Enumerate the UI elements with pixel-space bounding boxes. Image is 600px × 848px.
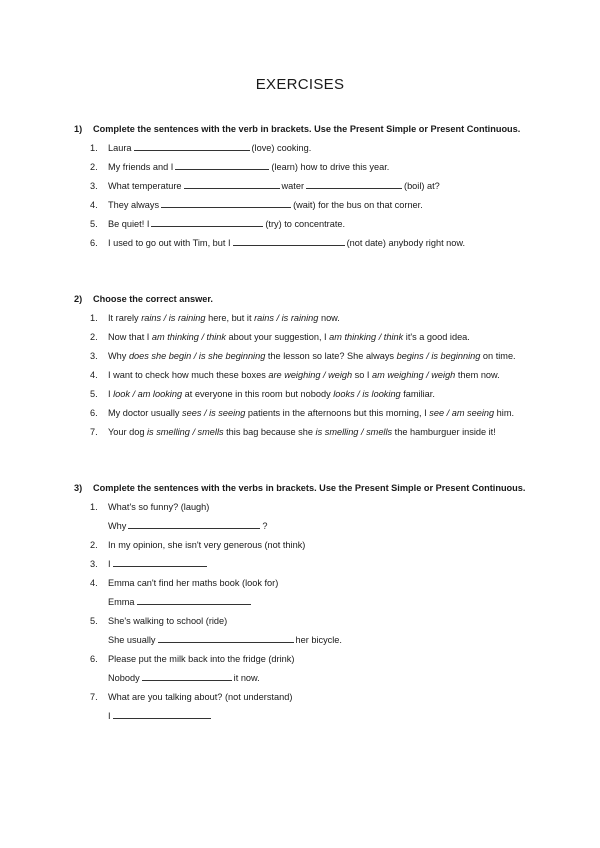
answer-blank[interactable] bbox=[113, 709, 211, 719]
prompt-line: 7. What are you talking about? (not understand) bbox=[90, 692, 293, 702]
answer-line: Nobody it now. bbox=[108, 673, 260, 683]
section-instructions: Choose the correct answer. bbox=[93, 294, 213, 304]
choice-option[interactable]: does she begin / is she beginning bbox=[128, 351, 266, 361]
answer-blank[interactable] bbox=[158, 633, 294, 643]
choice-option[interactable]: rains / is raining bbox=[141, 313, 206, 323]
prompt-line: 6. Please put the milk back into the fridge (drink) bbox=[90, 654, 295, 664]
answer-blank[interactable] bbox=[233, 236, 345, 246]
choice-option[interactable]: sees / is seeing bbox=[182, 408, 246, 418]
choice-option[interactable]: see / am seeing bbox=[429, 408, 495, 418]
answer-blank[interactable] bbox=[142, 671, 232, 681]
prompt-line: 2. In my opinion, she isn't very generous (not think) bbox=[90, 540, 306, 550]
choice-option[interactable]: looks / is looking bbox=[333, 389, 401, 399]
choice-option[interactable]: am weighing / weigh bbox=[372, 370, 456, 380]
prompt-line: 1. What's so funny? (laugh) bbox=[90, 502, 210, 512]
section-instructions: Complete the sentences with the verbs in brackets. Use the Present Simple or Present Continuous. bbox=[93, 483, 526, 493]
answer-blank[interactable] bbox=[175, 160, 269, 170]
choice-line: 1. It rarely rains / is raining here, but it rains / is raining now. bbox=[90, 313, 340, 323]
answer-blank[interactable] bbox=[128, 519, 260, 529]
exercise-line: 6. I used to go out with Tim, but I (not date) anybody right now. bbox=[90, 238, 466, 248]
answer-blank[interactable] bbox=[306, 179, 402, 189]
section-instructions: Complete the sentences with the verb in brackets. Use the Present Simple or Present Continuous. bbox=[93, 124, 521, 134]
section-number: 1) bbox=[74, 124, 83, 134]
answer-line: I bbox=[108, 709, 213, 723]
choice-line: 3. Why does she begin / is she beginning the lesson so late? She always begins / is beginning on time. bbox=[90, 351, 516, 361]
choice-line: 5. I look / am looking at everyone in this room but nobody looks / is looking familiar. bbox=[90, 389, 435, 399]
page-title: EXERCISES bbox=[255, 76, 345, 93]
answer-blank[interactable] bbox=[113, 557, 207, 567]
choice-option[interactable]: am thinking / think bbox=[151, 332, 226, 342]
choice-option[interactable]: is smelling / smells bbox=[147, 427, 224, 437]
prompt-line: 4. Emma can't find her maths book (look for) bbox=[90, 578, 279, 588]
answer-blank[interactable] bbox=[184, 179, 280, 189]
answer-line: She usually her bicycle. bbox=[108, 635, 342, 645]
choice-line: 4. I want to check how much these boxes are weighing / weigh so I am weighing / weigh them now. bbox=[90, 370, 500, 380]
section-2-heading bbox=[74, 294, 213, 304]
prompt-line: 3. I bbox=[90, 557, 209, 571]
answer-blank[interactable] bbox=[134, 141, 250, 151]
choice-option[interactable]: rains / is raining bbox=[254, 313, 319, 323]
section-1-heading bbox=[74, 124, 520, 134]
choice-line: 7. Your dog is smelling / smells this bag because she is smelling / smells the hamburguer inside it! bbox=[90, 427, 496, 437]
exercise-line: 4. They always (wait) for the bus on that corner. bbox=[90, 200, 423, 210]
answer-blank[interactable] bbox=[137, 595, 251, 605]
section-number: 2) bbox=[74, 294, 83, 304]
prompt-line: 5. She's walking to school (ride) bbox=[90, 616, 228, 626]
choice-option[interactable]: begins / is beginning bbox=[396, 351, 481, 361]
exercise-line: 3. What temperature water (boil) at? bbox=[90, 181, 440, 191]
answer-blank[interactable] bbox=[161, 198, 291, 208]
answer-blank[interactable] bbox=[151, 217, 263, 227]
choice-option[interactable]: are weighing / weigh bbox=[268, 370, 353, 380]
answer-line: Why ? bbox=[108, 521, 268, 531]
exercise-line: 2. My friends and I (learn) how to drive this year. bbox=[90, 162, 390, 172]
choice-option[interactable]: is smelling / smells bbox=[315, 427, 393, 437]
choice-line: 6. My doctor usually sees / is seeing patients in the afternoons but this morning, I see / am seeing him. bbox=[90, 408, 515, 418]
section-number: 3) bbox=[74, 483, 83, 493]
exercise-line: 1. Laura (love) cooking. bbox=[90, 143, 312, 153]
answer-line: Emma bbox=[108, 595, 253, 609]
choice-option[interactable]: am thinking / think bbox=[329, 332, 404, 342]
exercise-line: 5. Be quiet! I (try) to concentrate. bbox=[90, 219, 346, 229]
section-3-heading bbox=[74, 483, 525, 493]
choice-option[interactable]: look / am looking bbox=[113, 389, 183, 399]
choice-line: 2. Now that I am thinking / think about your suggestion, I am thinking / think it's a good idea. bbox=[90, 332, 470, 342]
